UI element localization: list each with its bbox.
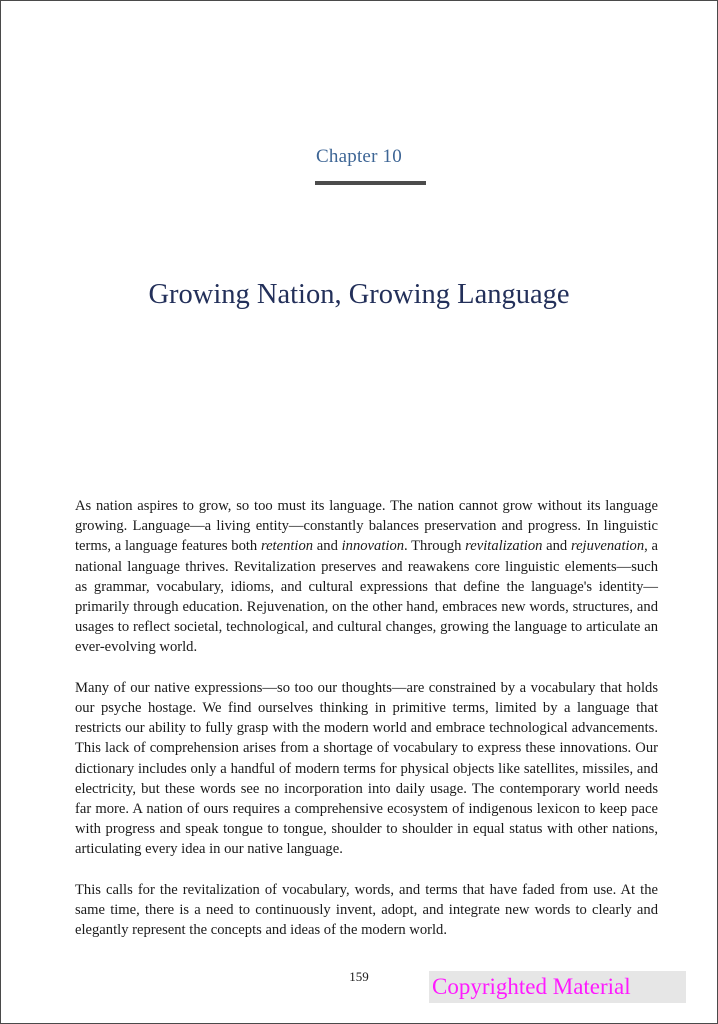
- text-run: , a national language thrives. Revitalization preserves and reawakens core linguistic elements—such as grammar, vocabulary, idioms, and cultural expressions that define the language's identity—primarily through education. Rejuvenation, on the other hand, embraces new words, structures, and usages to reflect societal, technological, and cultural changes, growing the language to articulate an ever-evolving world.: [75, 538, 658, 656]
- italic-term: revitalization: [465, 538, 543, 555]
- text-run: and: [542, 538, 571, 555]
- italic-term: rejuvenation: [570, 538, 645, 555]
- body-text: [75, 496, 658, 961]
- paragraph: [75, 880, 658, 941]
- italic-term: retention: [260, 538, 314, 555]
- paragraph: [75, 678, 658, 860]
- chapter-label: Chapter 10: [316, 146, 402, 167]
- chapter-divider: [315, 181, 426, 185]
- text-run: Many of our native expressions—so too our thoughts—are constrained by a vocabulary that holds our psyche hostage. We find ourselves thinking in primitive terms, limited by a language that restricts our ability to fully grasp with the modern world and embrace technological advancements. This lack of comprehension arises from a shortage of vocabulary to express these innovations. Our dictionary includes only a handful of modern terms for physical objects like satellites, missiles, and electricity, but these words see no incorporation into daily usage. The contemporary world needs far more. A nation of ours requires a comprehensive ecosystem of indigenous lexicon to keep pace with progress and speak tongue to tongue, shoulder to shoulder in equal status with other nations, articulating every idea in our native language.: [75, 679, 658, 858]
- text-run: and: [313, 538, 342, 555]
- chapter-title: Growing Nation, Growing Language: [148, 279, 570, 310]
- text-run: This calls for the revitalization of vocabulary, words, and terms that have faded from use. At the same time, there is a need to continuously invent, adopt, and integrate new words to clearly and elegantly represent the concepts and ideas of the modern world.: [75, 881, 658, 939]
- text-run: As nation aspires to grow, so too must its language. The nation cannot grow without its language growing. Language—a living entity—constantly balances preservation and progress. In linguistic terms, a language features both: [75, 498, 658, 555]
- paragraph: [75, 496, 658, 658]
- text-run: . Through: [404, 538, 466, 555]
- copyright-watermark: Copyrighted Material: [429, 971, 686, 1003]
- italic-term: innovation: [341, 538, 405, 555]
- page-number: 159: [349, 969, 369, 984]
